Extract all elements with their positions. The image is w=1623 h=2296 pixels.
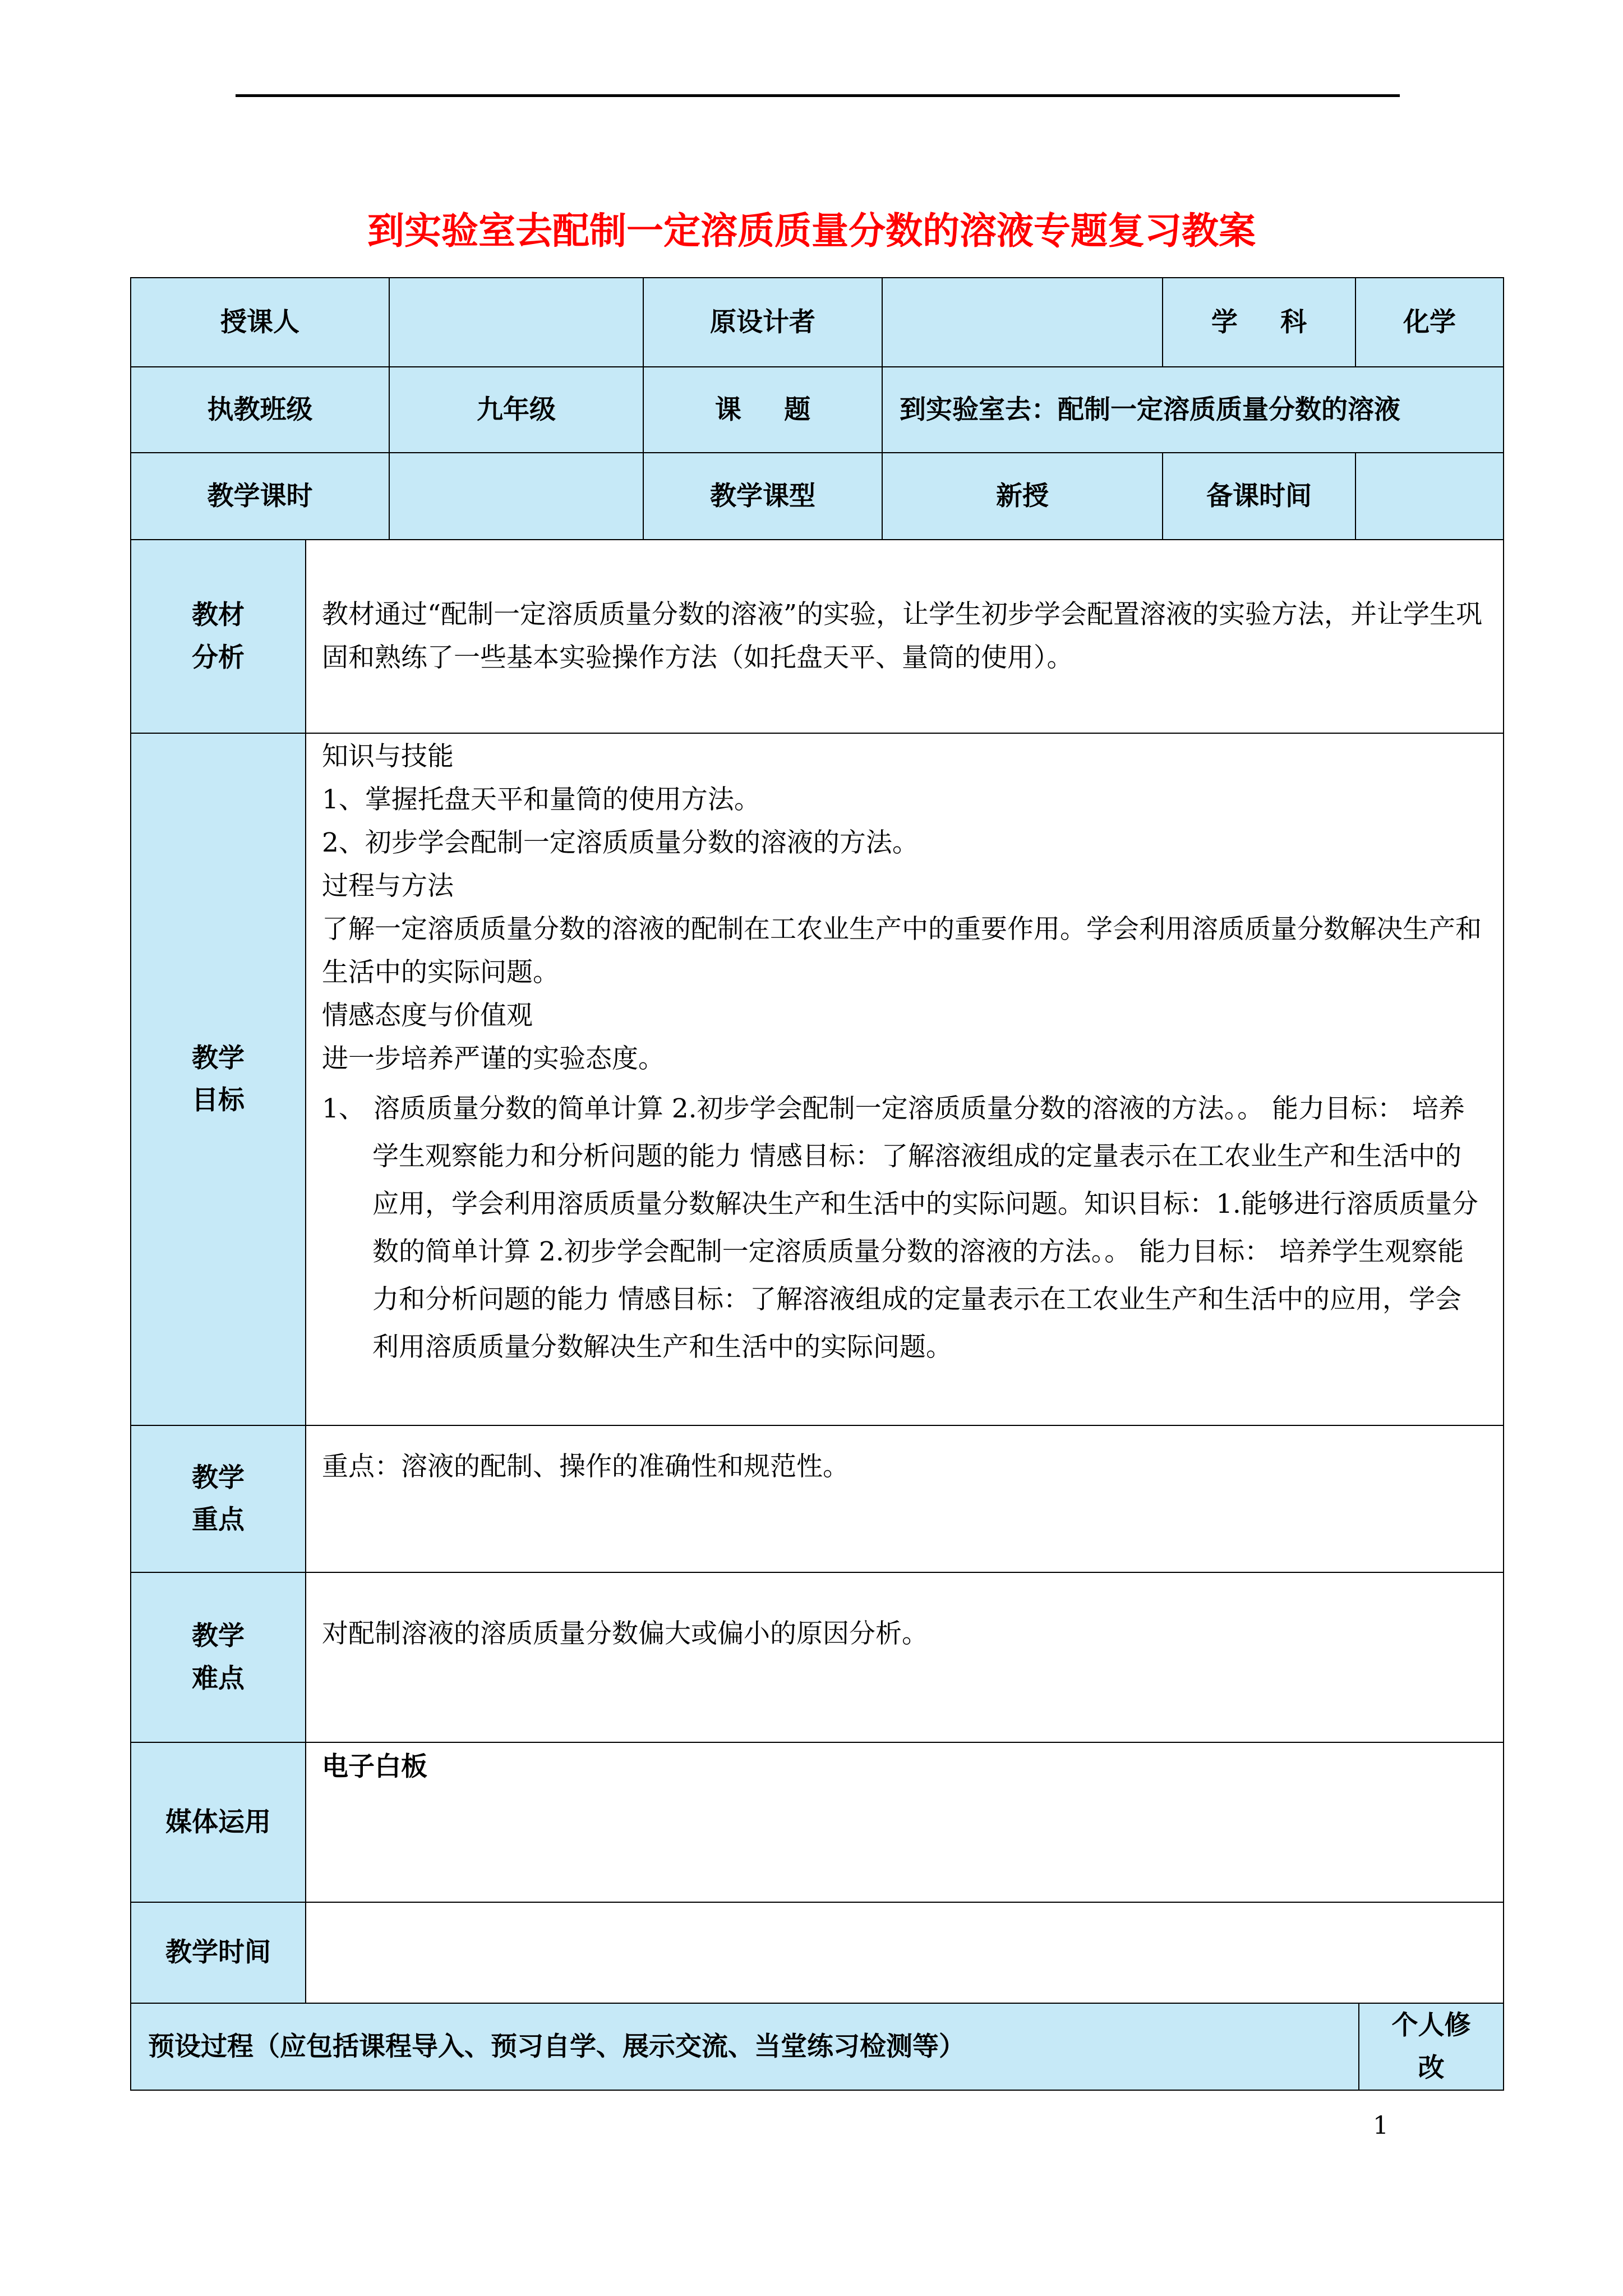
key-points-content [305, 1425, 1504, 1573]
topic-label: 课 题 [643, 366, 883, 453]
goals-line: 进一步培养严谨的实验态度。 [322, 1043, 665, 1074]
media-content [305, 1742, 1504, 1903]
analysis-content [305, 539, 1504, 734]
analysis-text: 教材通过“配制一定溶质质量分数的溶液”的实验，让学生初步学会配置溶液的实验方法，并让学生巩固和熟练了一些基本实验操作方法（如托盘天平、量筒的使用）。 [322, 599, 1483, 673]
page-number: 1 [1373, 2111, 1389, 2140]
goals-line: 1、掌握托盘天平和量筒的使用方法。 [322, 784, 760, 815]
personal-edit-label: 个人修 改 [1358, 2003, 1504, 2091]
designer-label: 原设计者 [643, 277, 883, 367]
media-label: 媒体运用 [130, 1742, 306, 1903]
difficulties-label: 教学 难点 [130, 1572, 306, 1743]
class-value: 九年级 [389, 366, 644, 453]
goals-line: 过程与方法 [322, 871, 454, 901]
class-label: 执教班级 [130, 366, 390, 453]
goals-label: 教学 目标 [130, 733, 306, 1426]
key-points-label: 教学 重点 [130, 1425, 306, 1573]
page-title: 到实验室去配制一定溶质质量分数的溶液专题复习教案 [367, 209, 1256, 252]
difficulties-content [305, 1572, 1504, 1743]
subject-label: 学 科 [1162, 277, 1356, 367]
analysis-label: 教材 分析 [130, 539, 306, 734]
prep-time-value [1355, 452, 1504, 540]
lesson-type-value: 新授 [882, 452, 1163, 540]
teaching-time-content [305, 1902, 1504, 2004]
process-label: 预设过程（应包括课程导入、预习自学、展示交流、当堂练习检测等） [130, 2003, 1359, 2091]
teaching-time-label: 教学时间 [130, 1902, 306, 2004]
goals-numbered-item: 1、 溶质质量分数的简单计算 2.初步学会配制一定溶质质量分数的溶液的方法。。 能力目标： 培养学生观察能力和分析问题的能力 情感目标：了解溶液组成的定量表示在工农业生产和生活中的应用，学会利用溶质质量分数解决生产和生活中的实际问题。知识目标：1.能够进行溶质质量分数的简单计算 2.初步学会配制一定溶质质量分数的溶液的方法。。 能力目标： 培养学生观察能力和分析问题的能力 情感目标：了解溶液组成的定量表示在工农业生产和生活中的应用，学会利用溶质质量分数解决生产和生活中的实际问题。 [322, 1093, 1478, 1363]
designer-value [882, 277, 1163, 367]
subject-value: 化学 [1355, 277, 1504, 367]
topic-value: 到实验室去：配制一定溶质质量分数的溶液 [882, 366, 1504, 453]
prep-time-label: 备课时间 [1162, 452, 1356, 540]
media-text: 电子白板 [322, 1751, 427, 1782]
teacher-label: 授课人 [130, 277, 390, 367]
header-rule [236, 94, 1400, 97]
lesson-type-label: 教学课型 [643, 452, 883, 540]
goals-line: 知识与技能 [322, 741, 454, 772]
difficulties-text: 对配制溶液的溶质质量分数偏大或偏小的原因分析。 [322, 1618, 928, 1649]
goals-content [305, 733, 1504, 1426]
hours-label: 教学课时 [130, 452, 390, 540]
key-points-text: 重点：溶液的配制、操作的准确性和规范性。 [322, 1451, 849, 1482]
teacher-value [389, 277, 644, 367]
goals-line: 了解一定溶质质量分数的溶液的配制在工农业生产中的重要作用。学会利用溶质质量分数解决生产和生活中的实际问题。 [322, 914, 1482, 988]
goals-line: 情感态度与价值观 [322, 1000, 533, 1031]
hours-value [389, 452, 644, 540]
goals-line: 2、初步学会配制一定溶质质量分数的溶液的方法。 [322, 827, 919, 858]
